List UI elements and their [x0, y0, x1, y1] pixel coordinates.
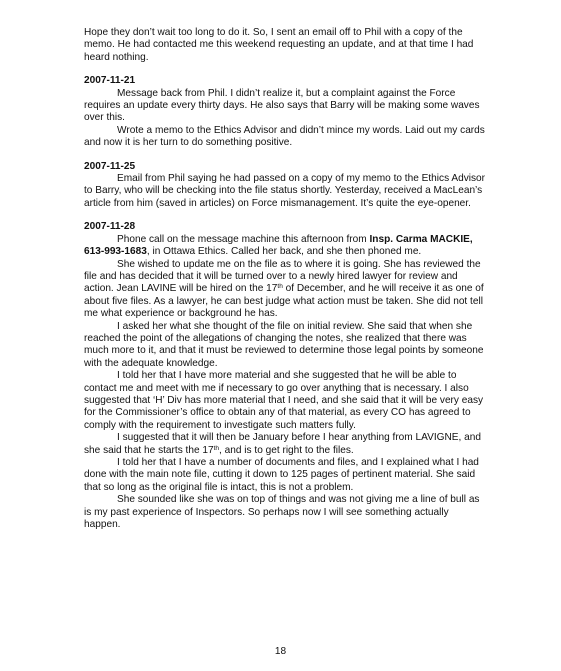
entry-text: Phone call on the message machine this afternoon from: [117, 233, 370, 245]
entry-paragraph: I told her that I have more material and she suggested that he will be able to contact me and meet with me if necessary to go over anything that is necessary. I also suggested that ‘H’ Div has more material that I need, and she said that it will be very easy for the Commissioner’s office to obtain any of that material, as every CO has agreed to comply with the requirement to investigate such matters fully.: [84, 370, 484, 431]
entry-paragraph: Wrote a memo to the Ethics Advisor and didn’t mince my words. Laid out my cards and now it is her turn to do something positive.: [84, 124, 485, 149]
entry-text: , in Ottawa Ethics. Called her back, and she then phoned me.: [146, 246, 422, 258]
entry-date: 2007-11-25: [84, 160, 136, 172]
journal-entry: [84, 75, 486, 149]
ordinal-suffix: th: [213, 444, 220, 452]
document-page: [84, 27, 486, 531]
entry-paragraph: [84, 432, 486, 457]
entry-paragraph: I asked her what she thought of the file on initial review. She said that when she reached the point of the allegations of changing the notes, she realized that there was much more to it, and that it must be reviewed to determine those legal points by someone with the adequate knowledge.: [84, 320, 484, 369]
entry-date: 2007-11-28: [84, 221, 136, 233]
entry-paragraph: She sounded like she was on top of things and was not giving me a line of bull as is my past experience of Inspectors. So perhaps now I will see something actually happen.: [84, 494, 480, 531]
entry-text: I suggested that it will then be January before I hear anything from LAVIGNE, and she said that he starts the 17: [84, 432, 481, 456]
intro-paragraph: Hope they don’t wait too long to do it. So, I sent an email off to Phil with a copy of the memo. He had contacted me this weekend requesting an update, and at that time I had heard nothing.: [84, 27, 474, 63]
entry-paragraph: Email from Phil saying he had passed on a copy of my memo to the Ethics Advisor to Barry, who will be checking into the file status shortly. Yesterday, received a MacLean’s article from him (saved in articles) on Force mismanagement. It’s quite the eye-opener.: [84, 173, 486, 209]
ordinal-suffix: th: [277, 283, 283, 291]
page-number: 18: [274, 646, 287, 657]
journal-entry: [84, 161, 486, 211]
contact-name-bold: Insp. Carma MACKIE, 613-993-1683: [84, 233, 473, 258]
entry-paragraph: I told her that I have a number of documents and files, and I explained what I had done with the main note file, cutting it down to 125 pages of pertinent material. She said that so long as the original file is intact, this is not a problem.: [84, 457, 479, 493]
entry-text: She wished to update me on the file as to where it is going. She has reviewed the file and has decided that it will be turned over to a newly hired lawyer for review and action. Jean LAVINE will be hired on the 17: [84, 258, 481, 295]
entry-text: of December, and he will receive it as one of about five files. As a lawyer, he can best judge what action must be taken. She did not tell me what experience or background he has.: [84, 283, 484, 320]
journal-entry: [84, 221, 486, 531]
entry-paragraph: [84, 259, 486, 321]
entry-date: 2007-11-21: [84, 75, 136, 87]
entry-text: , and is to get right to the files.: [219, 444, 354, 456]
entry-paragraph: [84, 234, 486, 259]
entry-paragraph: Message back from Phil. I didn’t realize it, but a complaint against the Force requires an update every thirty days. He also says that Barry will be making some waves over this.: [84, 87, 480, 124]
